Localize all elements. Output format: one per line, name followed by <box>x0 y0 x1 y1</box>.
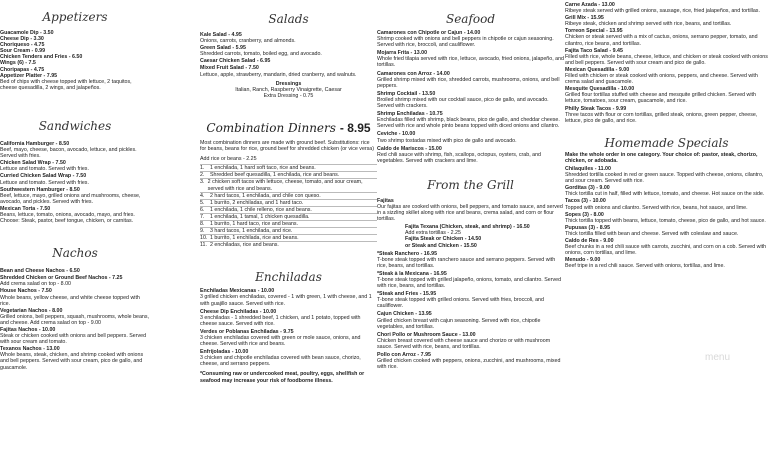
menu-item-name: Choripapas - 4.75 <box>0 66 45 73</box>
menu-item-name: Chori Pollo or Mushroom Sauce - 13.00 <box>377 331 476 338</box>
dressings-title: Dressings <box>275 80 302 87</box>
menu-item <box>0 268 150 274</box>
menu-item <box>0 346 150 370</box>
menu-item <box>377 146 564 164</box>
menu-item <box>565 15 768 27</box>
combination-text: 3 hard tacos, 1 enchilada, and rice. <box>210 228 293 235</box>
menu-item <box>565 86 768 104</box>
menu-item-name: Cheese Dip Enchiladas - 10.00 <box>200 308 277 315</box>
seafood-title: Seafood <box>445 12 496 26</box>
menu-item <box>565 185 768 197</box>
menu-item <box>377 291 564 309</box>
menu-item <box>565 67 768 85</box>
menu-item <box>0 275 150 287</box>
menu-item-desc: Thick tortilla cut in half, filled with lettuce, tomato, and cheese. Hot sauce on the side. <box>565 191 765 198</box>
combination-add-rice: Add rice or beans - 2.25 <box>200 156 257 163</box>
menu-item <box>565 225 768 237</box>
homemade-intro: Make the whole order in one category. Your choice of: pastor, steak, chorizo, chicken, or adobada. <box>565 151 758 164</box>
combination-row <box>200 234 377 241</box>
column-4 <box>565 0 768 269</box>
menu-item-name: *Steak and Fries - 15.95 <box>377 291 437 298</box>
menu-item-desc: Beef, mayo, cheese, bacon, avocado, lettuce, and pickles. Served with fries. <box>0 147 137 160</box>
menu-item-desc: Enchiladas filled with shrimp, black beans, pico de gallo, and cheddar cheese. Served with rice and whole pinto beans topped with diced onions and cilantro. <box>377 117 560 130</box>
menu-item <box>565 48 768 66</box>
menu-item-desc: Thick tortilla filled with bean and cheese. Served with coleslaw and sauce. <box>565 230 739 237</box>
salads-title: Salads <box>268 12 309 26</box>
menu-item <box>200 329 377 347</box>
fajita-option-note: Add extra tortillas - 2.25 <box>405 230 461 237</box>
combination-number: 5. <box>200 199 205 206</box>
menu-item-name: Mexican Torta - 7.50 <box>0 205 51 212</box>
menu-item-desc: Shredded carrots, tomato, boiled egg, and avocado. <box>200 51 322 58</box>
menu-item <box>565 257 768 269</box>
watermark: menu <box>705 352 731 363</box>
combination-number: 10. <box>200 235 208 242</box>
menu-item <box>0 308 150 326</box>
menu-item-desc: T-bone steak topped with ranchero sauce and serrano peppers. Served with rice, beans, and tortillas. <box>377 256 556 269</box>
enchiladas-title: Enchiladas <box>255 270 322 285</box>
menu-item-desc: Thick tortilla topped with beans, lettuce, tomato, cheese, pico de gallo, and hot sauce. <box>565 217 766 224</box>
menu-item-name: Chicken Tenders and Fries - 6.50 <box>0 54 83 61</box>
menu-item-name: Vegetarian Nachos - 8.00 <box>0 307 63 314</box>
fajitas-desc: Our fajitas are cooked with onions, bell peppers, and tomato sauce, and served in a sizzling skillet along with rice and beans, crema salad, and corn or flour tortillas. <box>377 203 563 223</box>
menu-item-desc: Steak or chicken cooked with onions and bell peppers. Served with sour cream and tomato. <box>0 333 147 346</box>
menu-item <box>565 166 768 184</box>
fajitas-item <box>377 198 564 222</box>
menu-item-name: Carne Azada - 13.00 <box>565 2 615 8</box>
sandwiches-list <box>0 141 150 224</box>
menu-item-name: House Nachos - 7.50 <box>0 288 52 295</box>
nachos-list <box>0 268 150 371</box>
specialties-list <box>565 2 768 124</box>
menu-item-desc: Filled with chicken or steak cooked with onions, peppers, and cheese. Served with crema salad and guacamole. <box>565 73 758 86</box>
menu-item-desc: Chicken or steak served with a mix of cactus, onions, serrano pepper, tomato, and cilantro, rice beans, and tortillas. <box>565 34 758 47</box>
menu-item <box>377 91 564 109</box>
menu-item <box>200 45 377 57</box>
combination-number: 11. <box>200 242 207 249</box>
menu-item-name: Shredded Chicken or Ground Beef Nachos - 7.25 <box>0 275 123 282</box>
menu-item-desc: Lettuce, apple, strawberry, mandarin, dried cranberry, and walnuts. <box>200 71 357 78</box>
combination-row <box>200 241 377 248</box>
menu-item-desc: 3 chicken enchiladas covered with green or mole sauce, onions, and cheese. Served with rice and beans. <box>200 335 361 348</box>
combination-text: 2 hard tacos, 1 enchilada, and chile con queso. <box>210 192 321 199</box>
enchiladas-list <box>200 288 377 367</box>
menu-item <box>0 160 150 172</box>
combination-row <box>200 213 377 220</box>
menu-item <box>0 288 150 306</box>
menu-item-name: Gorditas (3) - 9.00 <box>565 185 610 192</box>
combination-text: Shredded beef quesadilla, 1 enchilada, rice and beans. <box>210 172 340 179</box>
appetizers-list <box>0 30 150 91</box>
combination-row <box>200 178 377 191</box>
menu-item <box>377 111 564 129</box>
menu-item-name: Pollo con Arroz - 7.95 <box>377 352 431 359</box>
menu-item <box>377 30 564 48</box>
menu-item <box>377 311 564 329</box>
menu-item-desc: Whole beans, yellow cheese, and white cheese topped with rice. <box>0 294 140 307</box>
combination-text: 2 chicken soft tacos with lettuce, cheese, tomato, and sour cream, served with rice and beans. <box>207 179 363 192</box>
menu-item <box>0 73 150 91</box>
combination-number: 7. <box>200 213 205 220</box>
combination-row <box>200 164 377 171</box>
combination-text: 1 enchilada, 1 chile relleno, rice and beans. <box>210 206 312 213</box>
fajita-option: Fajita Steak or Chicken - 14.50 <box>405 236 482 243</box>
menu-item-name: Shrimp Cocktail - 13.50 <box>377 90 436 97</box>
menu-item-desc: Three tacos with flour or corn tortillas, grilled steak, onions, green pepper, cheese, lettuce, pico de gallo, and rice. <box>565 111 758 124</box>
combination-row <box>200 192 377 199</box>
menu-item-desc: Lettuce and tomato. Served with fries. <box>0 179 89 186</box>
menu-item-desc: T-bone steak topped with grilled jalapeño, onions, tomato, and cilantro. Served with rice, beans, and tortillas. <box>377 277 562 290</box>
menu-item-name: Ceviche - 10.00 <box>377 131 416 138</box>
nachos-title: Nachos <box>52 246 98 261</box>
menu-item-desc: Beef chunks in a red chili sauce with carrots, zucchini, and corn on a cob. Served with onions, corn tortillas, and lime. <box>565 244 767 257</box>
combination-text: 1 burrito, 1 hard taco, rice and beans. <box>210 220 299 227</box>
menu-item-name: Grill Mix - 15.95 <box>565 15 604 22</box>
combination-text: 1 enchilada, 1 hard soft taco, rice and beans. <box>210 165 316 172</box>
menu-item-name: Camarones con Arroz - 14.00 <box>377 70 450 77</box>
menu-item <box>200 58 377 64</box>
menu-item-name: Curried Chicken Salad Wrap - 7.50 <box>0 173 87 180</box>
combination-number: 2. <box>200 172 205 179</box>
menu-item-desc: Shredded tortilla cooked in red or green sauce. Topped with cheese, onions, cilantro, and sour cream. Served with rice. <box>565 172 764 185</box>
menu-item <box>565 238 768 256</box>
menu-item <box>200 288 377 306</box>
combination-text: 1 enchilada, 1 tamal, 1 chicken quesadilla. <box>210 213 310 220</box>
combination-row <box>200 227 377 234</box>
menu-item <box>200 349 377 367</box>
menu-item-desc: 3 grilled chicken enchiladas, covered - 1 with green, 1 with cheese, and 1 with guajillo sauce. Served with rice. <box>200 294 372 307</box>
menu-item-name: Green Salad - 5.95 <box>200 45 246 52</box>
menu-item-desc: Grilled onions, bell peppers, squash, mushrooms, whole beans, and cheese. Add crema salad on top - 9.00 <box>0 313 149 326</box>
menu-item-desc: Shrimp cooked with onions and bell peppers in chipotle or cajun seasoning. Served with rice, broccoli, and cauliflower. <box>377 36 554 49</box>
menu-item <box>377 271 564 289</box>
combination-header <box>200 119 377 137</box>
menu-item-desc: Grilled chicken cooked with peppers, onions, zucchini, and mushrooms, mixed with rice. <box>377 358 561 371</box>
menu-item-desc: Lettuce and tomato. Served with fries. <box>0 166 89 173</box>
menu-item <box>0 141 150 159</box>
menu-item-name: Guacamole Dip - 3.50 <box>0 30 54 36</box>
menu-item-name: Sour Cream - 0.99 <box>0 48 46 55</box>
menu-item-desc: Onions, carrots, cranberry, and almonds. <box>200 38 296 45</box>
combination-list <box>200 164 377 248</box>
menu-item-name: Tacos (3) - 10.00 <box>565 198 606 205</box>
menu-item-name: Texanos Nachos - 13.00 <box>0 346 60 353</box>
column-1 <box>0 0 150 371</box>
menu-item <box>377 50 564 68</box>
menu-item <box>0 173 150 185</box>
combination-number: 3. <box>200 179 205 186</box>
column-2 <box>200 0 377 384</box>
menu-item <box>200 32 377 44</box>
menu-item <box>0 206 150 224</box>
menu-item-desc: Red chili sauce with shrimp, fish, scallops, octopus, oysters, crab, and vegetables. Served with crackers and lime. <box>377 151 541 164</box>
menu-item-name: Mesquite Quesadilla - 10.00 <box>565 86 635 93</box>
combination-text: 1 burrito, 2 enchiladas, and 1 hard taco. <box>210 199 304 206</box>
menu-item <box>200 309 377 327</box>
menu-item-desc: Filled with rice, whole beans, cheese, lettuce, and chicken or steak cooked with onions and bell peppers. Served with sour cream and pico de gallo. <box>565 53 768 66</box>
menu-item-name: *Steak à la Mexicana - 16.95 <box>377 270 447 277</box>
menu-item-name: Cheese Dip - 3.30 <box>0 36 44 43</box>
combination-title: Combination Dinners <box>206 120 336 135</box>
combination-row <box>200 220 377 227</box>
menu-item <box>377 71 564 89</box>
homemade-list <box>565 166 768 270</box>
menu-item-name: Chicken Salad Wrap - 7.50 <box>0 160 66 167</box>
menu-item-desc: Ribeye steak served with grilled onions, sausage, rice, fried jalapeños, and tortillas. <box>565 8 760 15</box>
menu-item-name: Enchiladas Mexicanas - 10.00 <box>200 288 275 295</box>
menu-item-name: Cajun Chicken - 13.95 <box>377 311 432 318</box>
combination-number: 9. <box>200 228 205 235</box>
dressings-list: Italian, Ranch, Raspberry Vinaigrette, Caesar <box>235 86 342 93</box>
menu-item-desc: 3 chicken and chipotle enchiladas covered with bean sauce, chorizo, cheese, and serrano peppers. <box>200 355 361 368</box>
menu-item <box>565 106 768 124</box>
menu-item-name: Pupusas (3) - 8.95 <box>565 224 611 231</box>
menu-item-desc: Beef, lettuce, mayo, grilled onions and mushrooms, cheese, avocado, and pickles. Served with fries. <box>0 192 141 205</box>
menu-item-name: Mojarra Frita - 13.00 <box>377 50 428 57</box>
combination-number: 1. <box>200 165 205 172</box>
menu-item-desc: Grilled flour tortillas stuffed with cheese and mesquite grilled chicken. Served with lettuce, tomatoes, sour cream, guacamole, and rice. <box>565 92 756 105</box>
combination-number: 8. <box>200 220 205 227</box>
menu-item-desc: Grilled shrimp mixed with rice, shredded carrots, mushrooms, onions, and bell peppers. <box>377 76 560 89</box>
homemade-title: Homemade Specials <box>604 135 729 150</box>
food-warning: *Consuming raw or undercooked meat, poultry, eggs, shellfish or seafood may increase your risk of foodborne illness. <box>200 371 365 384</box>
menu-item-name: Fajitas Nachos - 10.00 <box>0 327 56 333</box>
menu-item <box>565 212 768 224</box>
column-3 <box>377 0 564 370</box>
menu-item-name: Enfrijoladas - 10.00 <box>200 349 249 356</box>
menu-item-desc: Topped with onions and cilantro. Served with rice, beans, hot sauce, and lime. <box>565 204 748 211</box>
menu-item-name: Menudo - 9.00 <box>565 257 601 264</box>
menu-item-name: Southwestern Hamburger - 8.50 <box>0 186 80 193</box>
menu-item-name: Caldo de Mariscos - 15.00 <box>377 145 442 152</box>
menu-item-name: Torreon Special - 13.95 <box>565 28 623 35</box>
menu-item-name: Camarones con Chipotle or Cajun - 14.00 <box>377 30 481 36</box>
combination-intro: Most combination dinners are made with ground beef. Substitutions: rice for beans, beans for rice, ground beef for shredded chicken (or vice versa) <box>200 139 375 153</box>
combination-text: 2 enchiladas, rice and beans. <box>210 242 279 249</box>
menu-item <box>0 327 150 345</box>
menu-item-name: Appetizer Platter - 7.95 <box>0 72 58 79</box>
fajita-option: Fajita Texana (Chicken, steak, and shrimp) - 16.50 <box>405 224 530 231</box>
menu-item <box>565 28 768 46</box>
combination-text: 1 burrito, 1 enchilada, rice and beans. <box>210 235 299 242</box>
menu-item-name: Mixed Fruit Salad - 7.50 <box>200 65 259 72</box>
menu-item-name: Choriqueso - 4.75 <box>0 42 45 49</box>
menu-item-name: California Hamburger - 8.50 <box>0 140 70 147</box>
menu-item-name: Philly Steak Tacos - 9.99 <box>565 105 627 112</box>
fajitas-options <box>405 224 564 248</box>
menu-item-name: Caldo de Res - 9.00 <box>565 238 614 244</box>
menu-item <box>200 65 377 77</box>
menu-item-name: Chilaquiles - 11.00 <box>565 165 611 172</box>
grill-list <box>377 251 564 371</box>
menu-item-desc: Bed of chips with cheese topped with lettuce, 2 taquitos, cheese quesadilla, 2 wings, and jalapeños. <box>0 78 132 91</box>
menu-item <box>377 131 564 143</box>
menu-item-name: Sopes (3) - 8.00 <box>565 211 604 218</box>
menu-item-desc: Grilled chicken breast with cajun seasoning. Served with rice, chipotle vegetables, and tortillas. <box>377 317 541 330</box>
combination-row <box>200 171 377 178</box>
menu-item-desc: 3 enchiladas - 1 shredded beef, 1 chicken, and 1 potato, topped with cheese sauce. Served with rice. <box>200 314 361 327</box>
menu-item <box>565 198 768 210</box>
combination-row <box>200 199 377 206</box>
menu-item <box>377 332 564 350</box>
fajitas-name: Fajitas <box>377 197 394 204</box>
grill-title: From the Grill <box>427 177 514 192</box>
menu-item-desc: Whole beans, steak, chicken, and shrimp cooked with onions and bell peppers. Served with sour cream, pico de gallo, and guacamole. <box>0 352 144 371</box>
menu-item <box>377 352 564 370</box>
combination-row <box>200 206 377 213</box>
sandwiches-title: Sandwiches <box>38 118 112 133</box>
menu-item-desc: T-bone steak topped with grilled onions. Served with fries, broccoli, and cauliflower. <box>377 297 544 310</box>
menu-item-desc: Chicken breast covered with cheese sauce and chorizo or with mushroom sauce. Served with rice, beans, and tortillas. <box>377 337 551 350</box>
appetizers-title: Appetizers <box>42 10 108 24</box>
menu-item <box>377 251 564 269</box>
combination-number: 6. <box>200 206 205 213</box>
menu-item-desc: Add crema salad on top - 8.00 <box>0 281 71 288</box>
menu-item-name: Kale Salad - 4.95 <box>200 32 242 38</box>
menu-item-desc: Beef tripe in a red chili sauce. Served with onions, tortillas, and lime. <box>565 263 725 270</box>
menu-item-name: Mexican Quesadilla - 9.00 <box>565 66 630 73</box>
menu-item-name: Fajita Taco Salad - 9.45 <box>565 47 623 54</box>
menu-item-name: Shrimp Enchiladas - 10.75 <box>377 111 443 118</box>
menu-item-name: Bean and Cheese Nachos - 6.50 <box>0 268 80 275</box>
menu-item-name: Verdes or Poblanas Enchiladas - 9.75 <box>200 328 294 335</box>
menu-item-desc: Beans, lettuce, tomato, onions, avocado, mayo, and fries. Choose: Steak, pastor, beef tongue, chicken, or carnitas. <box>0 211 135 225</box>
menu-item-desc: Broiled shrimp mixed with our cocktail sauce, pico de gallo, and avocado. Served with crackers. <box>377 96 549 110</box>
salads-list <box>200 32 377 78</box>
extra-dressing: Extra Dressing - 0.75 <box>263 92 314 99</box>
menu-item-desc: Whole fried tilapia served with rice, lettuce, avocado, fried onions, jalapeño, and tortillas. <box>377 56 564 69</box>
menu-item <box>565 2 768 14</box>
menu-item-desc: Two shrimp tostadas mixed with pico de gallo and avocado. <box>377 137 517 144</box>
fajita-option: or Steak and Chicken - 15.50 <box>405 242 477 249</box>
combination-price: - 8.95 <box>339 120 371 135</box>
combination-number: 4. <box>200 192 205 199</box>
menu-item-name: Wings (6) - 7.5 <box>0 60 36 67</box>
menu-item <box>0 187 150 205</box>
menu-item-name: *Steak Ranchero - 16.95 <box>377 250 438 257</box>
menu-item-name: Caesar Chicken Salad - 6.95 <box>200 58 271 65</box>
menu-item-desc: Ribeye steak, chicken and shrimp served with rice, beans, and tortillas. <box>565 21 732 28</box>
seafood-list <box>377 30 564 164</box>
